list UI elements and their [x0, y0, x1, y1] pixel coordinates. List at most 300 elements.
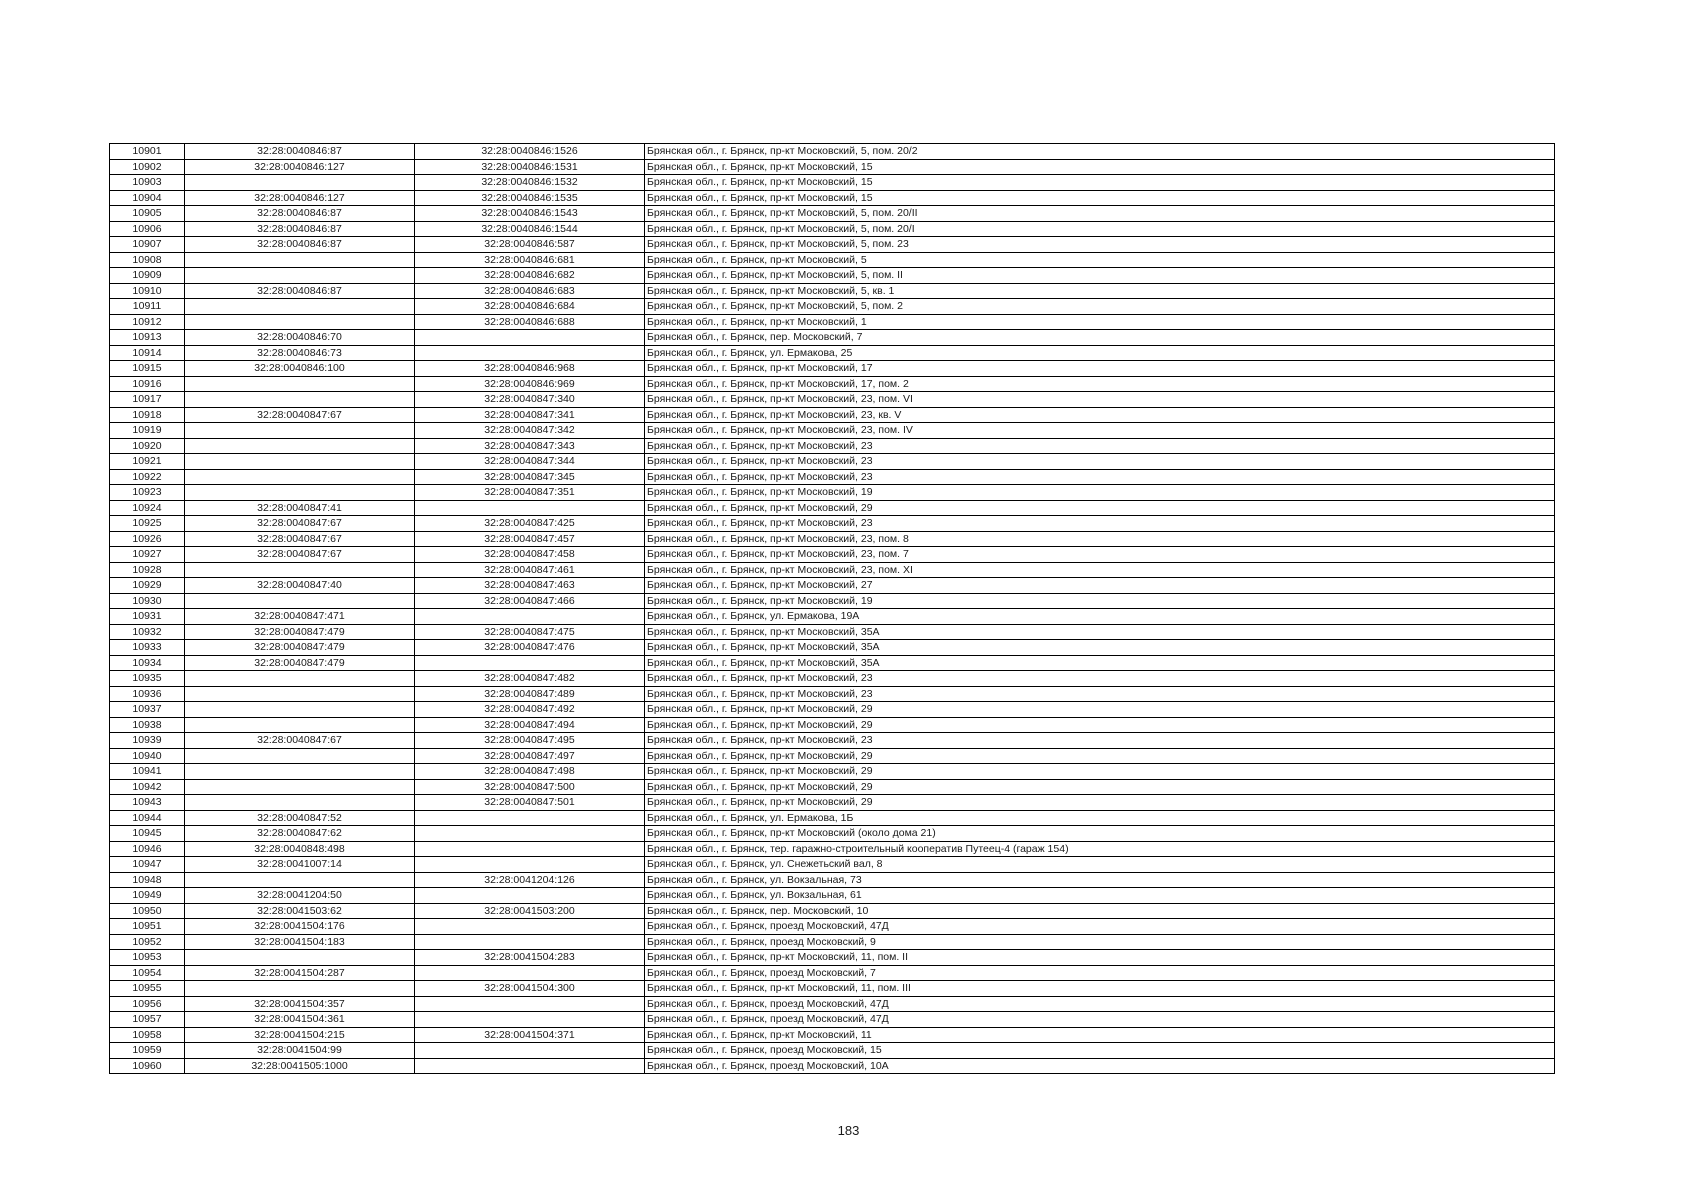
object-cadastral-number-cell: 32:28:0040847:489 — [415, 686, 645, 702]
table-row — [110, 919, 1555, 935]
parcel-cadastral-number-cell — [185, 671, 415, 687]
object-cadastral-number-cell: 32:28:0040846:587 — [415, 237, 645, 253]
parcel-cadastral-number-cell: 32:28:0040846:70 — [185, 330, 415, 346]
table-row — [110, 438, 1555, 454]
parcel-cadastral-number-cell: 32:28:0040847:471 — [185, 609, 415, 625]
parcel-cadastral-number-cell: 32:28:0040847:67 — [185, 516, 415, 532]
address-cell: Брянская обл., г. Брянск, пр-кт Московский, 23 — [645, 469, 1555, 485]
address-cell: Брянская обл., г. Брянск, ул. Снежетьский вал, 8 — [645, 857, 1555, 873]
parcel-cadastral-number-cell: 32:28:0040847:67 — [185, 547, 415, 563]
table-row — [110, 175, 1555, 191]
table-row — [110, 702, 1555, 718]
object-cadastral-number-cell: 32:28:0040847:482 — [415, 671, 645, 687]
address-cell: Брянская обл., г. Брянск, пр-кт Московский, 29 — [645, 702, 1555, 718]
address-cell: Брянская обл., г. Брянск, пр-кт Московский, 23, кв. V — [645, 407, 1555, 423]
table-row — [110, 237, 1555, 253]
parcel-cadastral-number-cell: 32:28:0040846:127 — [185, 190, 415, 206]
address-cell: Брянская обл., г. Брянск, пр-кт Московский, 11, пом. III — [645, 981, 1555, 997]
row-number-cell: 10922 — [110, 469, 185, 485]
table-row — [110, 268, 1555, 284]
address-cell: Брянская обл., г. Брянск, пр-кт Московский, 19 — [645, 485, 1555, 501]
object-cadastral-number-cell — [415, 655, 645, 671]
parcel-cadastral-number-cell: 32:28:0040848:498 — [185, 841, 415, 857]
address-cell: Брянская обл., г. Брянск, пр-кт Московский, 23, пом. IV — [645, 423, 1555, 439]
row-number-cell: 10904 — [110, 190, 185, 206]
table-row — [110, 314, 1555, 330]
row-number-cell: 10920 — [110, 438, 185, 454]
address-cell: Брянская обл., г. Брянск, пр-кт Московский, 35А — [645, 655, 1555, 671]
row-number-cell: 10910 — [110, 283, 185, 299]
row-number-cell: 10915 — [110, 361, 185, 377]
parcel-cadastral-number-cell: 32:28:0041504:176 — [185, 919, 415, 935]
table-row — [110, 717, 1555, 733]
page-number: 183 — [837, 1123, 860, 1138]
table-row — [110, 206, 1555, 222]
address-cell: Брянская обл., г. Брянск, пр-кт Московский, 17, пом. 2 — [645, 376, 1555, 392]
parcel-cadastral-number-cell: 32:28:0040847:67 — [185, 531, 415, 547]
object-cadastral-number-cell: 32:28:0041504:283 — [415, 950, 645, 966]
object-cadastral-number-cell — [415, 345, 645, 361]
object-cadastral-number-cell: 32:28:0040847:466 — [415, 593, 645, 609]
address-cell: Брянская обл., г. Брянск, проезд Московский, 47Д — [645, 1012, 1555, 1028]
address-cell: Брянская обл., г. Брянск, проезд Московский, 10А — [645, 1058, 1555, 1074]
object-cadastral-number-cell — [415, 330, 645, 346]
table-row — [110, 795, 1555, 811]
parcel-cadastral-number-cell — [185, 872, 415, 888]
table-row — [110, 376, 1555, 392]
address-cell: Брянская обл., г. Брянск, пр-кт Московский, 15 — [645, 175, 1555, 191]
table-row — [110, 593, 1555, 609]
parcel-cadastral-number-cell — [185, 314, 415, 330]
parcel-cadastral-number-cell — [185, 268, 415, 284]
parcel-cadastral-number-cell: 32:28:0040847:479 — [185, 640, 415, 656]
table-row — [110, 810, 1555, 826]
parcel-cadastral-number-cell — [185, 438, 415, 454]
object-cadastral-number-cell: 32:28:0040846:1535 — [415, 190, 645, 206]
table-row — [110, 1027, 1555, 1043]
object-cadastral-number-cell: 32:28:0040847:500 — [415, 779, 645, 795]
row-number-cell: 10957 — [110, 1012, 185, 1028]
parcel-cadastral-number-cell — [185, 454, 415, 470]
address-cell: Брянская обл., г. Брянск, пр-кт Московский, 11, пом. II — [645, 950, 1555, 966]
parcel-cadastral-number-cell: 32:28:0040847:479 — [185, 655, 415, 671]
row-number-cell: 10912 — [110, 314, 185, 330]
row-number-cell: 10940 — [110, 748, 185, 764]
address-cell: Брянская обл., г. Брянск, пр-кт Московский, 35А — [645, 624, 1555, 640]
object-cadastral-number-cell: 32:28:0040847:501 — [415, 795, 645, 811]
address-cell: Брянская обл., г. Брянск, пер. Московский, 10 — [645, 903, 1555, 919]
row-number-cell: 10924 — [110, 500, 185, 516]
parcel-cadastral-number-cell: 32:28:0041504:183 — [185, 934, 415, 950]
parcel-cadastral-number-cell: 32:28:0040847:41 — [185, 500, 415, 516]
table-row — [110, 764, 1555, 780]
object-cadastral-number-cell: 32:28:0040847:495 — [415, 733, 645, 749]
row-number-cell: 10951 — [110, 919, 185, 935]
row-number-cell: 10941 — [110, 764, 185, 780]
parcel-cadastral-number-cell: 32:28:0040846:87 — [185, 221, 415, 237]
row-number-cell: 10937 — [110, 702, 185, 718]
parcel-cadastral-number-cell: 32:28:0040847:40 — [185, 578, 415, 594]
parcel-cadastral-number-cell: 32:28:0041505:1000 — [185, 1058, 415, 1074]
address-cell: Брянская обл., г. Брянск, проезд Московский, 47Д — [645, 996, 1555, 1012]
object-cadastral-number-cell — [415, 1043, 645, 1059]
object-cadastral-number-cell: 32:28:0040847:463 — [415, 578, 645, 594]
table-row — [110, 872, 1555, 888]
address-cell: Брянская обл., г. Брянск, пер. Московский, 7 — [645, 330, 1555, 346]
table-row — [110, 1012, 1555, 1028]
table-row — [110, 252, 1555, 268]
row-number-cell: 10948 — [110, 872, 185, 888]
address-cell: Брянская обл., г. Брянск, тер. гаражно-строительный кооператив Путеец-4 (гараж 154) — [645, 841, 1555, 857]
row-number-cell: 10907 — [110, 237, 185, 253]
row-number-cell: 10952 — [110, 934, 185, 950]
address-cell: Брянская обл., г. Брянск, пр-кт Московский, 29 — [645, 764, 1555, 780]
object-cadastral-number-cell: 32:28:0040847:498 — [415, 764, 645, 780]
table-row — [110, 1058, 1555, 1074]
object-cadastral-number-cell: 32:28:0040847:458 — [415, 547, 645, 563]
row-number-cell: 10934 — [110, 655, 185, 671]
parcel-cadastral-number-cell — [185, 175, 415, 191]
object-cadastral-number-cell: 32:28:0040847:344 — [415, 454, 645, 470]
parcel-cadastral-number-cell — [185, 392, 415, 408]
parcel-cadastral-number-cell: 32:28:0040847:62 — [185, 826, 415, 842]
table-row — [110, 516, 1555, 532]
object-cadastral-number-cell: 32:28:0040846:681 — [415, 252, 645, 268]
parcel-cadastral-number-cell — [185, 469, 415, 485]
parcel-cadastral-number-cell — [185, 717, 415, 733]
address-cell: Брянская обл., г. Брянск, пр-кт Московский, 23 — [645, 671, 1555, 687]
row-number-cell: 10928 — [110, 562, 185, 578]
parcel-cadastral-number-cell: 32:28:0041503:62 — [185, 903, 415, 919]
parcel-cadastral-number-cell: 32:28:0040847:479 — [185, 624, 415, 640]
table-row — [110, 965, 1555, 981]
row-number-cell: 10960 — [110, 1058, 185, 1074]
object-cadastral-number-cell: 32:28:0040847:425 — [415, 516, 645, 532]
parcel-cadastral-number-cell — [185, 795, 415, 811]
row-number-cell: 10908 — [110, 252, 185, 268]
table-row — [110, 640, 1555, 656]
table-row — [110, 500, 1555, 516]
parcel-cadastral-number-cell — [185, 485, 415, 501]
table-row — [110, 686, 1555, 702]
table-row — [110, 609, 1555, 625]
row-number-cell: 10911 — [110, 299, 185, 315]
parcel-cadastral-number-cell: 32:28:0041504:361 — [185, 1012, 415, 1028]
address-cell: Брянская обл., г. Брянск, пр-кт Московский, 15 — [645, 190, 1555, 206]
row-number-cell: 10933 — [110, 640, 185, 656]
address-cell: Брянская обл., г. Брянск, пр-кт Московский, 29 — [645, 779, 1555, 795]
address-cell: Брянская обл., г. Брянск, пр-кт Московский, 23 — [645, 733, 1555, 749]
row-number-cell: 10906 — [110, 221, 185, 237]
table-row — [110, 159, 1555, 175]
row-number-cell: 10918 — [110, 407, 185, 423]
table-row — [110, 950, 1555, 966]
parcel-cadastral-number-cell — [185, 779, 415, 795]
address-cell: Брянская обл., г. Брянск, пр-кт Московский, 29 — [645, 717, 1555, 733]
row-number-cell: 10931 — [110, 609, 185, 625]
object-cadastral-number-cell — [415, 888, 645, 904]
table-row — [110, 857, 1555, 873]
parcel-cadastral-number-cell — [185, 748, 415, 764]
parcel-cadastral-number-cell: 32:28:0040846:87 — [185, 283, 415, 299]
address-cell: Брянская обл., г. Брянск, пр-кт Московский, 23, пом. VI — [645, 392, 1555, 408]
row-number-cell: 10942 — [110, 779, 185, 795]
table-row — [110, 407, 1555, 423]
table-row — [110, 748, 1555, 764]
table-row — [110, 733, 1555, 749]
object-cadastral-number-cell — [415, 826, 645, 842]
row-number-cell: 10958 — [110, 1027, 185, 1043]
address-cell: Брянская обл., г. Брянск, пр-кт Московский, 27 — [645, 578, 1555, 594]
object-cadastral-number-cell: 32:28:0040847:475 — [415, 624, 645, 640]
object-cadastral-number-cell: 32:28:0040846:1532 — [415, 175, 645, 191]
object-cadastral-number-cell — [415, 1058, 645, 1074]
table-row — [110, 1043, 1555, 1059]
table-row — [110, 283, 1555, 299]
row-number-cell: 10925 — [110, 516, 185, 532]
object-cadastral-number-cell: 32:28:0040846:688 — [415, 314, 645, 330]
table-row — [110, 562, 1555, 578]
row-number-cell: 10923 — [110, 485, 185, 501]
table-row — [110, 330, 1555, 346]
object-cadastral-number-cell: 32:28:0041504:371 — [415, 1027, 645, 1043]
row-number-cell: 10956 — [110, 996, 185, 1012]
object-cadastral-number-cell — [415, 857, 645, 873]
parcel-cadastral-number-cell — [185, 252, 415, 268]
row-number-cell: 10905 — [110, 206, 185, 222]
parcel-cadastral-number-cell — [185, 562, 415, 578]
row-number-cell: 10919 — [110, 423, 185, 439]
row-number-cell: 10930 — [110, 593, 185, 609]
parcel-cadastral-number-cell — [185, 764, 415, 780]
object-cadastral-number-cell: 32:28:0040846:1526 — [415, 144, 645, 160]
object-cadastral-number-cell — [415, 609, 645, 625]
object-cadastral-number-cell: 32:28:0040846:682 — [415, 268, 645, 284]
address-cell: Брянская обл., г. Брянск, ул. Ермакова, 19А — [645, 609, 1555, 625]
parcel-cadastral-number-cell: 32:28:0040846:73 — [185, 345, 415, 361]
registry-table-body — [110, 144, 1555, 1074]
address-cell: Брянская обл., г. Брянск, пр-кт Московский, 29 — [645, 795, 1555, 811]
address-cell: Брянская обл., г. Брянск, ул. Вокзальная, 61 — [645, 888, 1555, 904]
row-number-cell: 10917 — [110, 392, 185, 408]
table-row — [110, 841, 1555, 857]
table-row — [110, 547, 1555, 563]
address-cell: Брянская обл., г. Брянск, пр-кт Московский, 29 — [645, 748, 1555, 764]
object-cadastral-number-cell: 32:28:0040847:343 — [415, 438, 645, 454]
parcel-cadastral-number-cell — [185, 686, 415, 702]
row-number-cell: 10916 — [110, 376, 185, 392]
object-cadastral-number-cell: 32:28:0041204:126 — [415, 872, 645, 888]
row-number-cell: 10909 — [110, 268, 185, 284]
row-number-cell: 10921 — [110, 454, 185, 470]
address-cell: Брянская обл., г. Брянск, пр-кт Московский, 23 — [645, 438, 1555, 454]
parcel-cadastral-number-cell: 32:28:0040846:87 — [185, 144, 415, 160]
table-row — [110, 144, 1555, 160]
table-row — [110, 469, 1555, 485]
parcel-cadastral-number-cell: 32:28:0041504:287 — [185, 965, 415, 981]
table-row — [110, 888, 1555, 904]
object-cadastral-number-cell: 32:28:0040847:341 — [415, 407, 645, 423]
object-cadastral-number-cell: 32:28:0040847:340 — [415, 392, 645, 408]
object-cadastral-number-cell: 32:28:0040846:1543 — [415, 206, 645, 222]
parcel-cadastral-number-cell: 32:28:0041204:50 — [185, 888, 415, 904]
object-cadastral-number-cell — [415, 1012, 645, 1028]
row-number-cell: 10939 — [110, 733, 185, 749]
row-number-cell: 10947 — [110, 857, 185, 873]
address-cell: Брянская обл., г. Брянск, пр-кт Московский, 5, пом. 20/II — [645, 206, 1555, 222]
object-cadastral-number-cell: 32:28:0040846:1531 — [415, 159, 645, 175]
row-number-cell: 10902 — [110, 159, 185, 175]
row-number-cell: 10927 — [110, 547, 185, 563]
table-row — [110, 981, 1555, 997]
row-number-cell: 10914 — [110, 345, 185, 361]
address-cell: Брянская обл., г. Брянск, пр-кт Московский, 5, кв. 1 — [645, 283, 1555, 299]
address-cell: Брянская обл., г. Брянск, пр-кт Московский, 17 — [645, 361, 1555, 377]
object-cadastral-number-cell: 32:28:0040846:969 — [415, 376, 645, 392]
address-cell: Брянская обл., г. Брянск, ул. Ермакова, 25 — [645, 345, 1555, 361]
row-number-cell: 10959 — [110, 1043, 185, 1059]
row-number-cell: 10938 — [110, 717, 185, 733]
parcel-cadastral-number-cell — [185, 299, 415, 315]
table-row — [110, 531, 1555, 547]
row-number-cell: 10949 — [110, 888, 185, 904]
row-number-cell: 10936 — [110, 686, 185, 702]
table-row — [110, 361, 1555, 377]
row-number-cell: 10943 — [110, 795, 185, 811]
row-number-cell: 10929 — [110, 578, 185, 594]
table-row — [110, 221, 1555, 237]
address-cell: Брянская обл., г. Брянск, пр-кт Московский, 23, пом. XI — [645, 562, 1555, 578]
address-cell: Брянская обл., г. Брянск, ул. Вокзальная, 73 — [645, 872, 1555, 888]
table-row — [110, 423, 1555, 439]
parcel-cadastral-number-cell: 32:28:0041504:357 — [185, 996, 415, 1012]
parcel-cadastral-number-cell: 32:28:0040846:87 — [185, 206, 415, 222]
object-cadastral-number-cell: 32:28:0040847:494 — [415, 717, 645, 733]
object-cadastral-number-cell: 32:28:0040846:1544 — [415, 221, 645, 237]
table-row — [110, 826, 1555, 842]
parcel-cadastral-number-cell — [185, 376, 415, 392]
address-cell: Брянская обл., г. Брянск, пр-кт Московский, 5 — [645, 252, 1555, 268]
parcel-cadastral-number-cell: 32:28:0041504:215 — [185, 1027, 415, 1043]
table-row — [110, 392, 1555, 408]
table-row — [110, 779, 1555, 795]
address-cell: Брянская обл., г. Брянск, пр-кт Московский, 1 — [645, 314, 1555, 330]
address-cell: Брянская обл., г. Брянск, пр-кт Московский, 11 — [645, 1027, 1555, 1043]
row-number-cell: 10935 — [110, 671, 185, 687]
row-number-cell: 10950 — [110, 903, 185, 919]
object-cadastral-number-cell: 32:28:0040847:342 — [415, 423, 645, 439]
row-number-cell: 10946 — [110, 841, 185, 857]
address-cell: Брянская обл., г. Брянск, пр-кт Московский, 15 — [645, 159, 1555, 175]
row-number-cell: 10913 — [110, 330, 185, 346]
object-cadastral-number-cell: 32:28:0040847:345 — [415, 469, 645, 485]
address-cell: Брянская обл., г. Брянск, пр-кт Московский (около дома 21) — [645, 826, 1555, 842]
table-row — [110, 655, 1555, 671]
object-cadastral-number-cell: 32:28:0040846:968 — [415, 361, 645, 377]
object-cadastral-number-cell: 32:28:0040846:683 — [415, 283, 645, 299]
row-number-cell: 10955 — [110, 981, 185, 997]
object-cadastral-number-cell: 32:28:0040847:497 — [415, 748, 645, 764]
address-cell: Брянская обл., г. Брянск, пр-кт Московский, 5, пом. 2 — [645, 299, 1555, 315]
parcel-cadastral-number-cell — [185, 423, 415, 439]
table-row — [110, 996, 1555, 1012]
object-cadastral-number-cell — [415, 841, 645, 857]
address-cell: Брянская обл., г. Брянск, пр-кт Московский, 23 — [645, 686, 1555, 702]
row-number-cell: 10901 — [110, 144, 185, 160]
table-row — [110, 190, 1555, 206]
table-row — [110, 578, 1555, 594]
address-cell: Брянская обл., г. Брянск, проезд Московский, 47Д — [645, 919, 1555, 935]
parcel-cadastral-number-cell: 32:28:0041504:99 — [185, 1043, 415, 1059]
table-row — [110, 299, 1555, 315]
object-cadastral-number-cell: 32:28:0041503:200 — [415, 903, 645, 919]
address-cell: Брянская обл., г. Брянск, пр-кт Московский, 5, пом. II — [645, 268, 1555, 284]
row-number-cell: 10954 — [110, 965, 185, 981]
parcel-cadastral-number-cell — [185, 593, 415, 609]
row-number-cell: 10932 — [110, 624, 185, 640]
parcel-cadastral-number-cell — [185, 981, 415, 997]
address-cell: Брянская обл., г. Брянск, проезд Московский, 9 — [645, 934, 1555, 950]
object-cadastral-number-cell: 32:28:0040847:351 — [415, 485, 645, 501]
table-row — [110, 903, 1555, 919]
row-number-cell: 10945 — [110, 826, 185, 842]
object-cadastral-number-cell — [415, 919, 645, 935]
address-cell: Брянская обл., г. Брянск, пр-кт Московский, 23 — [645, 454, 1555, 470]
parcel-cadastral-number-cell — [185, 702, 415, 718]
address-cell: Брянская обл., г. Брянск, пр-кт Московский, 5, пом. 23 — [645, 237, 1555, 253]
object-cadastral-number-cell: 32:28:0040847:492 — [415, 702, 645, 718]
object-cadastral-number-cell — [415, 810, 645, 826]
object-cadastral-number-cell — [415, 965, 645, 981]
address-cell: Брянская обл., г. Брянск, проезд Московский, 15 — [645, 1043, 1555, 1059]
address-cell: Брянская обл., г. Брянск, пр-кт Московский, 19 — [645, 593, 1555, 609]
object-cadastral-number-cell: 32:28:0040847:476 — [415, 640, 645, 656]
parcel-cadastral-number-cell: 32:28:0040846:127 — [185, 159, 415, 175]
table-row — [110, 454, 1555, 470]
parcel-cadastral-number-cell: 32:28:0040846:100 — [185, 361, 415, 377]
object-cadastral-number-cell: 32:28:0040847:461 — [415, 562, 645, 578]
address-cell: Брянская обл., г. Брянск, пр-кт Московский, 23, пом. 8 — [645, 531, 1555, 547]
object-cadastral-number-cell: 32:28:0040847:457 — [415, 531, 645, 547]
address-cell: Брянская обл., г. Брянск, проезд Московский, 7 — [645, 965, 1555, 981]
parcel-cadastral-number-cell: 32:28:0040847:67 — [185, 407, 415, 423]
object-cadastral-number-cell: 32:28:0040846:684 — [415, 299, 645, 315]
row-number-cell: 10944 — [110, 810, 185, 826]
table-row — [110, 485, 1555, 501]
row-number-cell: 10926 — [110, 531, 185, 547]
address-cell: Брянская обл., г. Брянск, пр-кт Московский, 29 — [645, 500, 1555, 516]
address-cell: Брянская обл., г. Брянск, пр-кт Московский, 35А — [645, 640, 1555, 656]
table-row — [110, 934, 1555, 950]
parcel-cadastral-number-cell: 32:28:0041007:14 — [185, 857, 415, 873]
object-cadastral-number-cell — [415, 500, 645, 516]
object-cadastral-number-cell — [415, 996, 645, 1012]
row-number-cell: 10903 — [110, 175, 185, 191]
table-row — [110, 671, 1555, 687]
parcel-cadastral-number-cell: 32:28:0040847:52 — [185, 810, 415, 826]
parcel-cadastral-number-cell: 32:28:0040846:87 — [185, 237, 415, 253]
table-row — [110, 624, 1555, 640]
object-cadastral-number-cell — [415, 934, 645, 950]
address-cell: Брянская обл., г. Брянск, пр-кт Московский, 5, пом. 20/I — [645, 221, 1555, 237]
parcel-cadastral-number-cell — [185, 950, 415, 966]
object-cadastral-number-cell: 32:28:0041504:300 — [415, 981, 645, 997]
address-cell: Брянская обл., г. Брянск, пр-кт Московский, 23 — [645, 516, 1555, 532]
row-number-cell: 10953 — [110, 950, 185, 966]
table-row — [110, 345, 1555, 361]
address-cell: Брянская обл., г. Брянск, пр-кт Московский, 23, пом. 7 — [645, 547, 1555, 563]
parcel-cadastral-number-cell: 32:28:0040847:67 — [185, 733, 415, 749]
